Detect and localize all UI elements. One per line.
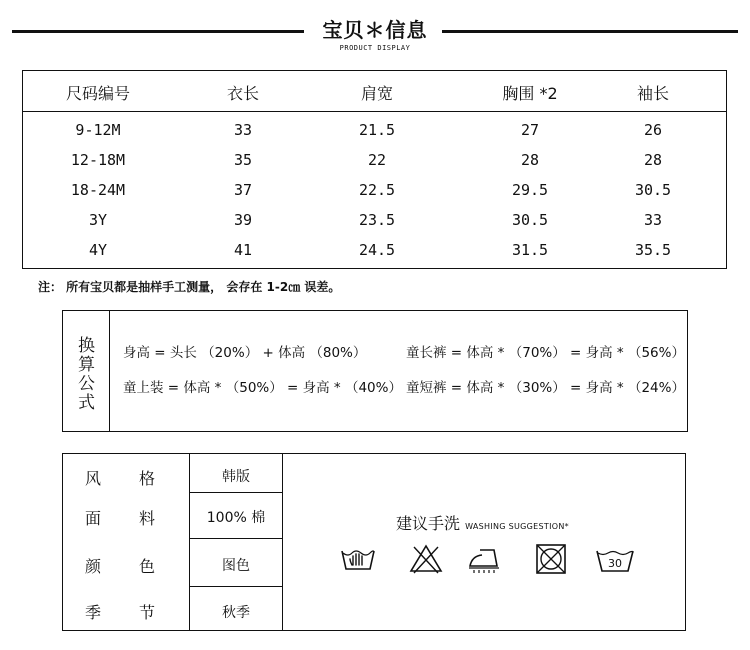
- col-header-shoulder: 肩宽: [360, 84, 393, 103]
- table-cell: 33: [643, 211, 663, 229]
- label-fabric: 面 料: [85, 509, 155, 528]
- page-title: 宝贝＊信息: [322, 18, 428, 42]
- conversion-formula-box: [62, 310, 688, 432]
- wash-title-text: 建议手洗: [396, 514, 461, 533]
- divider: [282, 454, 283, 630]
- formula-shorts: 童短裤 = 体高 * （30%） = 身高 * （24%）: [406, 380, 685, 396]
- formula-label-char: 公: [78, 374, 95, 394]
- divider: [190, 586, 282, 587]
- header-line-left: [12, 30, 304, 33]
- table-cell: 3Y: [88, 211, 108, 229]
- label-color: 颜 色: [85, 557, 155, 576]
- formula-body-height: 身高 = 头长 （20%） + 体高 （80%）: [123, 345, 367, 361]
- label-season: 季 节: [85, 603, 155, 622]
- table-cell: 27: [520, 121, 540, 139]
- table-cell: 30.5: [634, 181, 672, 199]
- table-cell: 28: [643, 151, 663, 169]
- table-cell: 41: [233, 241, 253, 259]
- table-cell: 28: [520, 151, 540, 169]
- table-cell: 22.5: [358, 181, 396, 199]
- label-style: 风 格: [85, 469, 155, 488]
- table-cell: 23.5: [358, 211, 396, 229]
- col-header-sleeve: 袖长: [636, 84, 669, 103]
- table-cell: 30.5: [511, 211, 549, 229]
- product-info-table: [62, 453, 686, 631]
- table-cell: 33: [233, 121, 253, 139]
- no-tumble-dry-icon: [533, 543, 569, 575]
- hand-wash-icon: [340, 543, 376, 575]
- table-cell: 39: [233, 211, 253, 229]
- table-cell: 22: [367, 151, 387, 169]
- value-color: 图色: [222, 558, 250, 574]
- header-line-right: [442, 30, 738, 33]
- wash-temp-label: 30: [608, 557, 622, 570]
- table-cell: 9-12M: [75, 121, 121, 139]
- divider: [190, 538, 282, 539]
- table-cell: 12-18M: [70, 151, 126, 169]
- value-season: 秋季: [222, 605, 250, 621]
- value-style: 韩版: [222, 469, 250, 485]
- wash-subtitle-text: WASHING SUGGESTION*: [465, 522, 569, 531]
- formula-label-char: 换: [78, 336, 95, 356]
- no-bleach-icon: [408, 543, 444, 575]
- table-cell: 24.5: [358, 241, 396, 259]
- measurement-note: 注： 所有宝贝都是抽样手工测量， 会存在 1-2㎝ 误差。: [38, 280, 341, 294]
- formula-label-char: 算: [78, 355, 95, 375]
- table-cell: 4Y: [88, 241, 108, 259]
- low-iron-icon: [466, 543, 502, 575]
- size-table-header: [23, 71, 726, 112]
- table-cell: 37: [233, 181, 253, 199]
- washing-suggestion-title: [396, 511, 569, 534]
- formula-label: [63, 311, 110, 431]
- col-header-length: 衣长: [226, 84, 259, 103]
- table-cell: 31.5: [511, 241, 549, 259]
- table-cell: 35: [233, 151, 253, 169]
- wash-30-icon: [595, 543, 635, 575]
- formula-long-pants: 童长裤 = 体高 * （70%） = 身高 * （56%）: [406, 345, 685, 361]
- table-cell: 26: [643, 121, 663, 139]
- page-subtitle: PRODUCT DISPLAY: [339, 44, 411, 52]
- formula-label-char: 式: [78, 393, 95, 413]
- value-fabric: 100% 棉: [206, 510, 266, 526]
- table-cell: 35.5: [634, 241, 672, 259]
- formula-top: 童上装 = 体高 * （50%） = 身高 * （40%）: [123, 380, 402, 396]
- col-header-chest: 胸围 *2: [502, 84, 558, 103]
- table-cell: 21.5: [358, 121, 396, 139]
- table-cell: 18-24M: [70, 181, 126, 199]
- divider: [190, 492, 282, 493]
- size-table: [22, 70, 727, 269]
- table-cell: 29.5: [511, 181, 549, 199]
- col-header-size: 尺码编号: [65, 84, 130, 103]
